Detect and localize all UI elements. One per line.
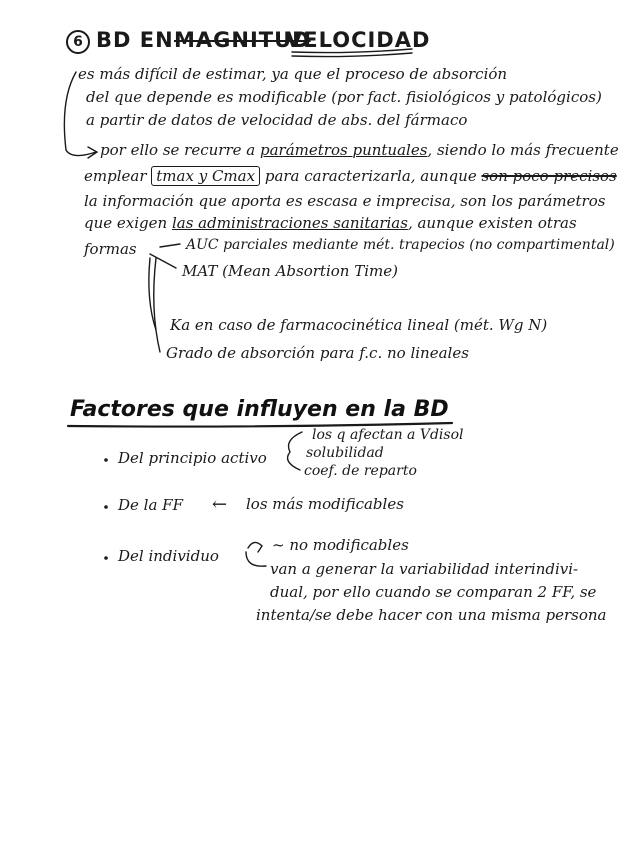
title-prefix: BD EN [96, 28, 174, 52]
brace-icon [288, 432, 302, 470]
bullet-icon [104, 458, 108, 462]
bracket-arrow-icon [88, 147, 97, 158]
title-underline [292, 53, 412, 57]
branch-line-icon [150, 254, 176, 268]
para-line-5: formas [84, 240, 137, 258]
option-ka: Ka en caso de farmacocinética lineal (mét. Wg N) [170, 316, 548, 334]
option-auc: AUC parciales mediante mét. trapecios (no compartimental) [186, 237, 615, 253]
factor-1-item: coef. de reparto [304, 463, 417, 479]
intro-line-2: del que depende es modificable (por fact. fisiológicos y patológicos) [86, 88, 602, 106]
curl-arrow-icon [248, 542, 262, 552]
title-number: 6 [66, 30, 90, 54]
para-text: , aunque existen otras [407, 214, 577, 232]
title-struck-word: MAGNITUD [174, 28, 311, 52]
para-text: que exigen [84, 214, 168, 232]
factor-3-item: ~ no modificables [272, 536, 409, 554]
factor-1-label: Del principio activo [118, 449, 267, 467]
para-line-2 [84, 169, 617, 184]
curl-arrow-icon [246, 552, 266, 566]
para-text: para caracterizarla, aunque [264, 167, 477, 185]
title-suffix: VELOCIDAD [286, 28, 431, 52]
branch-line-icon [154, 258, 160, 352]
bullet-icon [104, 505, 108, 509]
option-mat: MAT (Mean Absortion Time) [182, 262, 398, 280]
para-text: por ello se recurre a [100, 141, 256, 159]
intro-line-3: a partir de datos de velocidad de abs. del fármaco [86, 111, 468, 129]
factor-1-item: los q afectan a Vdisol [312, 427, 464, 443]
factor-1-item: solubilidad [306, 445, 384, 461]
para-line-4 [84, 216, 577, 231]
factor-2-arrow: ← [212, 494, 228, 515]
intro-line-1: es más difícil de estimar, ya que el proceso de absorción [78, 65, 508, 83]
factor-2-label: De la FF [118, 496, 183, 514]
struck-text: son poco precisos [481, 167, 617, 185]
factor-3-item: dual, por ello cuando se comparan 2 FF, se [270, 583, 597, 601]
boxed-term: tmax y Cmax [151, 166, 260, 186]
option-grado: Grado de absorción para f.c. no lineales [166, 344, 469, 362]
para-line-1 [100, 143, 619, 158]
branch-line-icon [149, 258, 156, 330]
branch-line-icon [160, 244, 180, 247]
underlined-term: las administraciones sanitarias [171, 214, 408, 232]
factor-3-label: Del individuo [118, 547, 219, 565]
factors-heading: Factores que influyen en la BD [70, 397, 449, 422]
factor-3-item: intenta/se debe hacer con una misma persona [256, 606, 607, 624]
factor-2-text: los más modificables [246, 495, 404, 513]
para-line-3: la información que aporta es escasa e imprecisa, son los parámetros [84, 192, 606, 210]
para-text: emplear [84, 167, 147, 185]
factor-3-item: van a generar la variabilidad interindivi- [270, 560, 579, 578]
bullet-icon [104, 556, 108, 560]
underlined-term: parámetros puntuales [260, 141, 428, 159]
para-text: , siendo lo más frecuente [427, 141, 619, 159]
